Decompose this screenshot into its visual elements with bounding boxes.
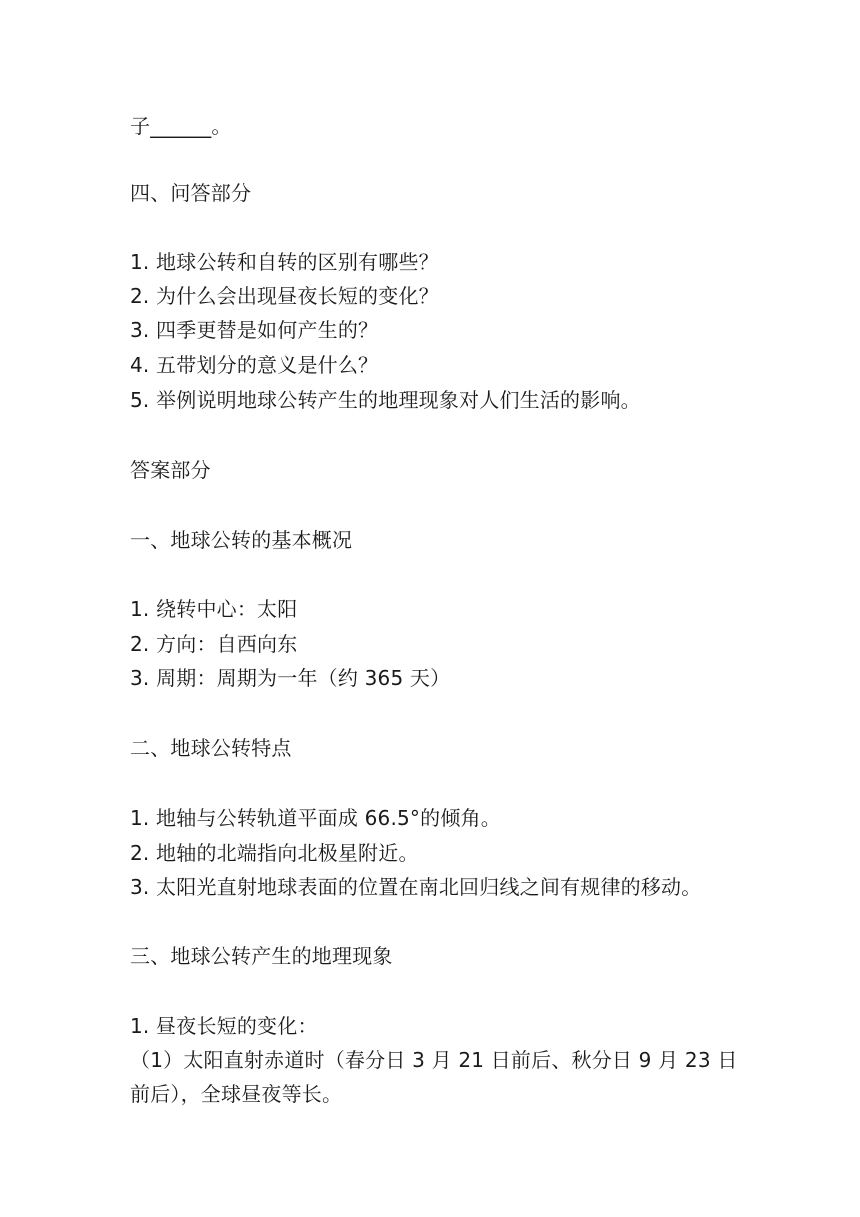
answer-section-2-heading: 二、地球公转特点	[130, 736, 292, 760]
section-heading-qa: 四、问答部分	[130, 181, 252, 205]
question-3: 3. 四季更替是如何产生的？	[130, 318, 379, 342]
answer-1-1: 1. 绕转中心：太阳	[130, 597, 298, 621]
answer-heading: 答案部分	[130, 458, 211, 482]
answer-2-1: 1. 地轴与公转轨道平面成 66.5°的倾角。	[130, 806, 501, 830]
question-5: 5. 举例说明地球公转产生的地理现象对人们生活的影响。	[130, 388, 641, 412]
answer-3-1: 1. 昼夜长短的变化：	[130, 1014, 318, 1038]
answer-1-2: 2. 方向：自西向东	[130, 632, 298, 656]
answer-section-3-heading: 三、地球公转产生的地理现象	[130, 944, 393, 968]
question-4: 4. 五带划分的意义是什么？	[130, 353, 379, 377]
answer-1-3: 3. 周期：周期为一年（约 365 天）	[130, 666, 451, 690]
answer-2-3: 3. 太阳光直射地球表面的位置在南北回归线之间有规律的移动。	[130, 875, 702, 899]
answer-3-1-1: （1）太阳直射赤道时（春分日 3 月 21 日前后、秋分日 9 月 23 日前后），全球昼夜等长。	[130, 1048, 738, 1106]
question-2: 2. 为什么会出现昼夜长短的变化？	[130, 284, 439, 308]
answer-2-2: 2. 地轴的北端指向北极星附近。	[130, 841, 419, 865]
text-line: 子______。	[130, 114, 232, 138]
answer-section-1-heading: 一、地球公转的基本概况	[130, 528, 353, 552]
question-1: 1. 地球公转和自转的区别有哪些？	[130, 250, 439, 274]
